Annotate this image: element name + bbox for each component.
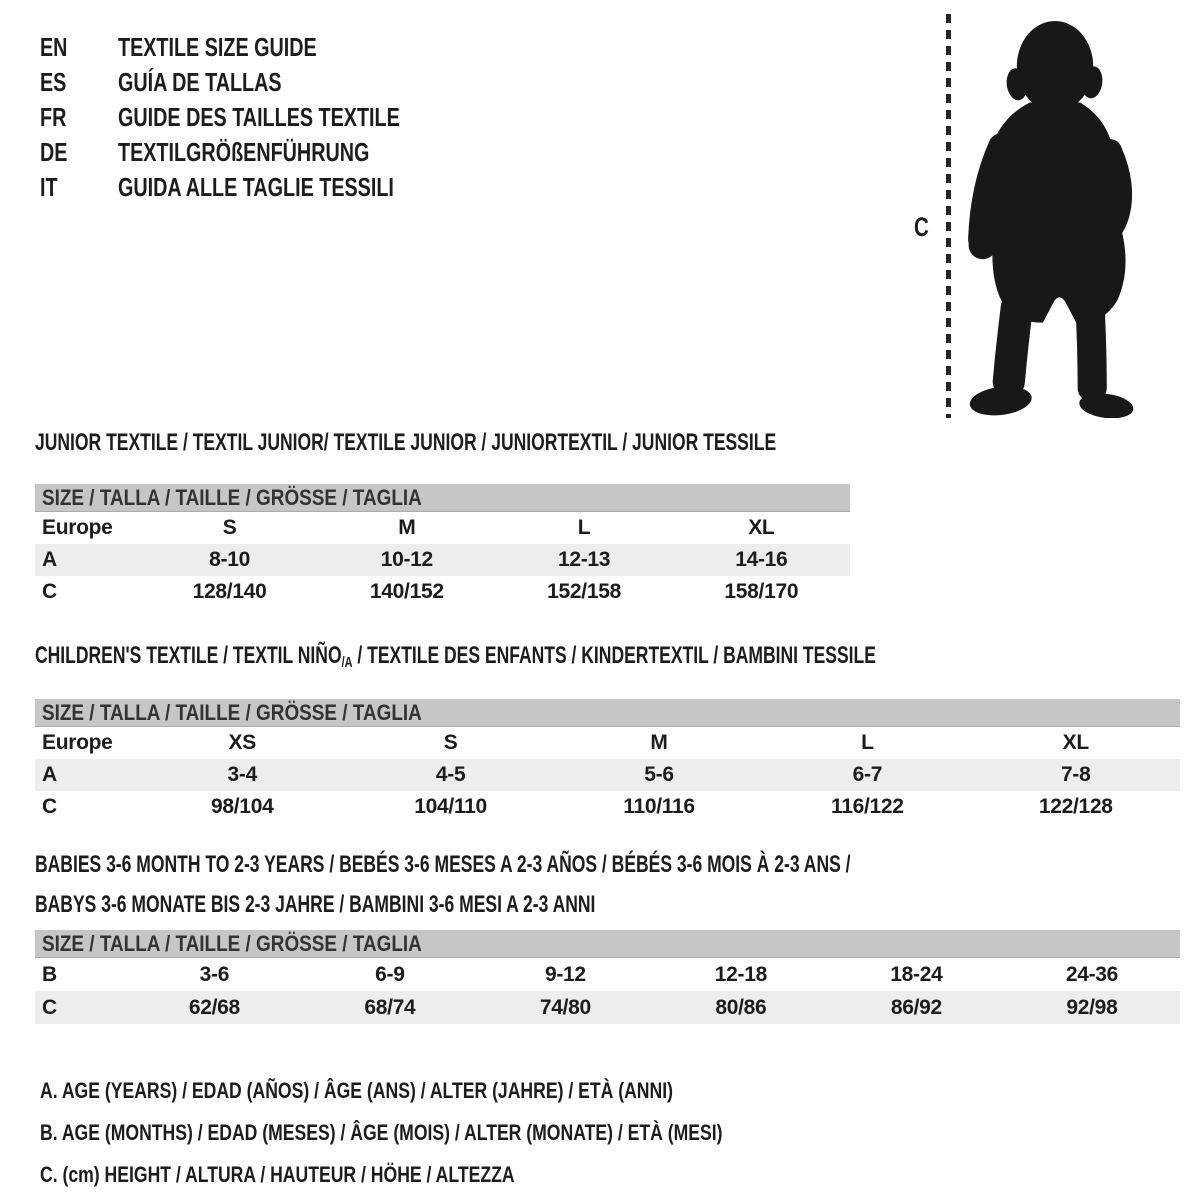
- table-row-height: [35, 576, 850, 608]
- table-cell: 8-10: [209, 548, 250, 571]
- table-cell: 80/86: [715, 995, 767, 1019]
- language-code: EN: [40, 32, 68, 62]
- language-title: TEXTILE SIZE GUIDE: [118, 32, 317, 62]
- table-cell: 12-13: [557, 548, 611, 571]
- language-row-en: [40, 30, 489, 65]
- table-cell: 128/140: [192, 580, 267, 603]
- table-cell: 110/116: [623, 795, 695, 818]
- language-row-de: [40, 135, 489, 170]
- language-title-list: [40, 30, 489, 205]
- table-cell: 104/110: [414, 795, 487, 818]
- size-header-bar: SIZE / TALLA / TAILLE / GRÖSSE / TAGLIA: [35, 699, 1180, 727]
- size-column-header: L: [577, 516, 591, 539]
- childrens-textile-section: [35, 643, 1180, 823]
- size-header-bar: SIZE / TALLA / TAILLE / GRÖSSE / TAGLIA: [35, 484, 850, 512]
- row-label: C: [42, 795, 57, 818]
- row-label: Europe: [42, 731, 113, 754]
- language-code: ES: [40, 67, 67, 97]
- size-column-header: XL: [1062, 731, 1089, 754]
- table-row-age: [35, 544, 850, 576]
- size-column-header: M: [650, 731, 668, 754]
- legend-line-a: A. AGE (YEARS) / EDAD (AÑOS) / ÂGE (ANS) / ALTER (JAHRE) / ETÀ (ANNI): [40, 1078, 673, 1103]
- language-code: IT: [40, 172, 58, 202]
- babies-textile-section: [35, 845, 1180, 1024]
- size-header-bar: SIZE / TALLA / TAILLE / GRÖSSE / TAGLIA: [35, 930, 1180, 958]
- table-row-height: [35, 991, 1180, 1024]
- baby-silhouette-icon: [962, 14, 1138, 418]
- row-label: A: [42, 763, 57, 786]
- table-cell: 12-18: [714, 962, 767, 986]
- table-cell: 24-36: [1065, 962, 1119, 986]
- legend-line-c: C. (cm) HEIGHT / ALTURA / HAUTEUR / HÖHE / ALTEZZA: [40, 1162, 515, 1187]
- height-measure-label: C: [914, 212, 929, 242]
- language-title: GUIDE DES TAILLES TEXTILE: [118, 102, 400, 132]
- size-column-header: S: [222, 516, 237, 539]
- language-title: TEXTILGRÖßENFÜHRUNG: [118, 137, 370, 167]
- row-label: B: [42, 962, 57, 986]
- title-subscript: /A: [341, 654, 353, 671]
- table-cell: 10-12: [380, 548, 433, 571]
- row-label: Europe: [42, 516, 113, 539]
- table-cell: 98/104: [211, 795, 274, 818]
- junior-section-title: JUNIOR TEXTILE / TEXTIL JUNIOR/ TEXTILE JUNIOR / JUNIORTEXTIL / JUNIOR TESSILE: [35, 429, 777, 456]
- language-title: GUÍA DE TALLAS: [118, 67, 282, 97]
- size-column-header: XL: [748, 516, 775, 539]
- table-cell: 122/128: [1038, 795, 1113, 818]
- size-column-header: XS: [228, 731, 256, 754]
- table-cell: 92/98: [1066, 995, 1118, 1019]
- size-column-header: S: [443, 731, 458, 754]
- table-cell: 140/152: [369, 580, 444, 603]
- table-cell: 9-12: [544, 962, 586, 986]
- language-row-fr: [40, 100, 489, 135]
- table-cell: 4-5: [435, 763, 466, 786]
- language-row-it: [40, 170, 489, 205]
- table-row-age-months: [35, 958, 1180, 991]
- height-measure-dashed-line: [946, 14, 951, 418]
- language-code: FR: [40, 102, 67, 132]
- junior-textile-section: [35, 430, 850, 608]
- size-column-header: L: [861, 731, 874, 754]
- table-row-age: [35, 759, 1180, 791]
- size-column-header: M: [398, 516, 416, 539]
- table-cell: 18-24: [890, 962, 943, 986]
- table-cell: 68/74: [364, 995, 416, 1019]
- table-cell: 14-16: [735, 548, 788, 571]
- row-label: A: [42, 548, 57, 571]
- table-cell: 3-4: [227, 763, 257, 786]
- language-title: GUIDA ALLE TAGLIE TESSILI: [118, 172, 394, 202]
- table-cell: 116/122: [831, 795, 904, 818]
- table-cell: 152/158: [547, 580, 621, 603]
- table-cell: 74/80: [539, 995, 591, 1019]
- table-header-row: [35, 727, 1180, 759]
- legend-line-b: B. AGE (MONTHS) / EDAD (MESES) / ÂGE (MOIS) / ALTER (MONATE) / ETÀ (MESI): [40, 1120, 723, 1145]
- babies-section-title: BABIES 3-6 MONTH TO 2-3 YEARS / BEBÉS 3-6 MESES A 2-3 AÑOS / BÉBÉS 3-6 MOIS À 2-3 ANS / BABYS 3-6 MONATE BIS 2-3 JAHRE / BAMBINI 3-6 MESI A 2-3 ANNI: [35, 851, 851, 918]
- table-cell: 86/92: [890, 995, 942, 1019]
- measurement-legend: [40, 1070, 893, 1196]
- table-cell: 6-7: [852, 763, 883, 786]
- table-cell: 62/68: [188, 995, 240, 1019]
- language-row-es: [40, 65, 489, 100]
- row-label: C: [42, 995, 57, 1019]
- table-cell: 6-9: [375, 962, 405, 986]
- table-row-height: [35, 791, 1180, 823]
- row-label: C: [42, 580, 57, 603]
- table-cell: 7-8: [1061, 763, 1091, 786]
- childrens-section-title: CHILDREN'S TEXTILE / TEXTIL NIÑO/A / TEXTILE DES ENFANTS / KINDERTEXTIL / BAMBINI TESSILE: [35, 642, 876, 671]
- language-code: DE: [40, 137, 68, 167]
- table-cell: 158/170: [724, 580, 799, 603]
- table-cell: 3-6: [199, 962, 230, 986]
- table-cell: 5-6: [644, 763, 674, 786]
- table-header-row: [35, 512, 850, 544]
